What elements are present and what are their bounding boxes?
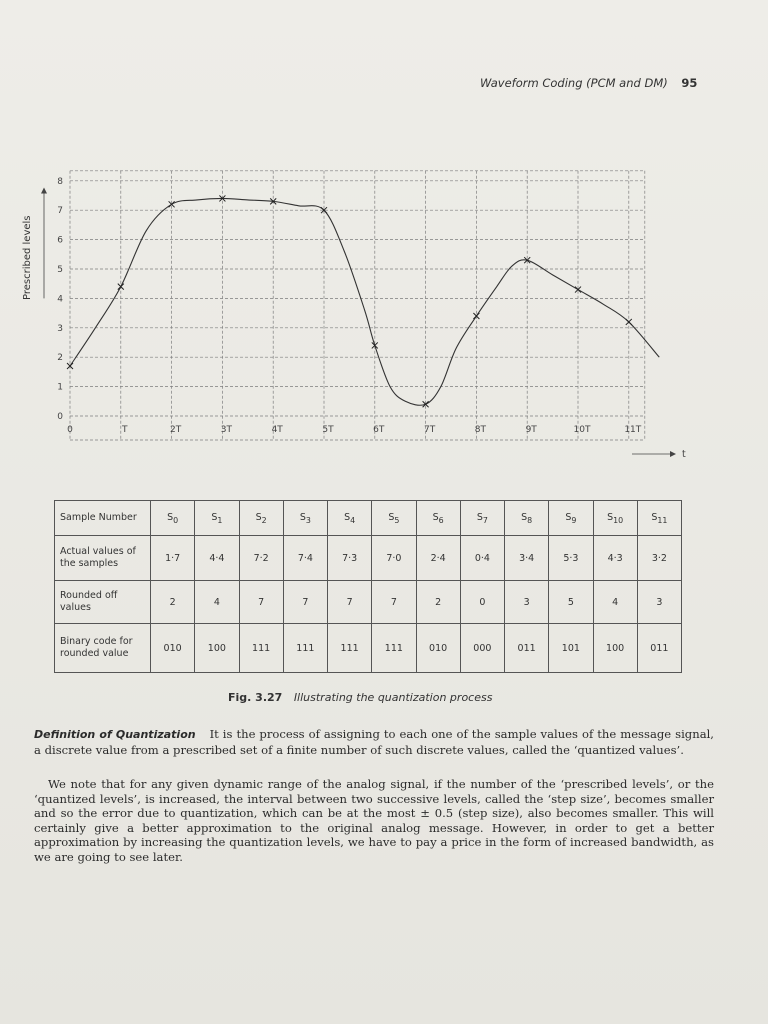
running-head: [480, 76, 710, 90]
y-tick-label: 7: [57, 206, 63, 217]
x-tick-label: 7T: [423, 425, 436, 435]
x-axis-label: t: [682, 449, 686, 460]
y-tick-label: 8: [57, 176, 63, 187]
sample-header-cell: $S_0$: [151, 501, 195, 536]
table-cell: 000: [460, 624, 504, 673]
x-tick-label: 8T: [474, 425, 487, 435]
x-tick-label: 4T: [271, 425, 283, 435]
sample-header-cell: $S_8$: [505, 501, 549, 536]
figure-caption: [228, 691, 648, 704]
table-cell: 010: [416, 624, 460, 673]
table-cell: 0·4: [460, 536, 504, 581]
table-cell: 3·2: [637, 536, 681, 581]
table-cell: 7·3: [328, 536, 372, 581]
quantization-table: [54, 500, 682, 673]
table-cell: 1·7: [151, 536, 195, 581]
x-tick-label: 10T: [573, 425, 591, 435]
table-cell: 7: [328, 581, 372, 624]
table-cell: 4: [195, 581, 239, 624]
x-tick-label: 2T: [169, 425, 182, 435]
figure-caption-text: Illustrating the quantization process: [293, 691, 493, 704]
sample-header-cell: $S_5$: [372, 501, 416, 536]
table-cell: 111: [283, 624, 327, 673]
table-cell: 7·0: [372, 536, 416, 581]
table-cell: 0: [460, 581, 504, 624]
y-tick-label: 6: [57, 235, 63, 246]
sample-header-cell: $S_{10}$: [593, 501, 637, 536]
table-row-binary-codes: [55, 624, 682, 673]
x-tick-label: 0: [67, 425, 73, 435]
x-axis-arrowhead: [670, 451, 676, 457]
page-number: 95: [681, 76, 698, 90]
table-row-actual-values: [55, 536, 682, 581]
table-cell: 7·2: [239, 536, 283, 581]
table-header-label: Sample Number: [55, 501, 151, 536]
table-cell: 4: [593, 581, 637, 624]
table-row-rounded-values: [55, 581, 682, 624]
sample-header-cell: $S_1$: [195, 501, 239, 536]
running-head-title: Waveform Coding (PCM and DM): [480, 76, 668, 90]
table-cell: 4·3: [593, 536, 637, 581]
figure-number: Fig. 3.27: [228, 691, 283, 704]
sample-header-cell: $S_{11}$: [637, 501, 681, 536]
table-cell: 7: [283, 581, 327, 624]
table-cell: 3·4: [505, 536, 549, 581]
x-tick-label: 5T: [322, 425, 334, 435]
definition-term: Definition of Quantization: [34, 728, 196, 741]
table-cell: 2: [151, 581, 195, 624]
table-cell: 101: [549, 624, 593, 673]
row-label: Binary code for rounded value: [55, 624, 151, 673]
table-cell: 011: [637, 624, 681, 673]
y-tick-label: 0: [57, 412, 63, 422]
y-axis-title: Prescribed levels: [22, 215, 33, 300]
table-cell: 100: [593, 624, 637, 673]
x-tick-label: 11T: [624, 425, 642, 435]
table-cell: 3: [637, 581, 681, 624]
table-cell: 4·4: [195, 536, 239, 581]
body-paragraph: We note that for any given dynamic range of the analog signal, if the number of the ‘prescribed levels’, or the ‘quantized levels’, is increased, the interval between two successive levels, called the ‘step size’, becomes smaller and so the error due to quantization, which can be at the most ± 0.5 (step size), also becomes smaller. This will certainly give a better approximation to the original analog message. However, in order to get a better approximation by increasing the quantization levels, we have to pay a price in the form of increased bandwidth, as we are going to see later.: [34, 777, 714, 864]
row-label: Rounded off values: [55, 581, 151, 624]
table-cell: 7: [372, 581, 416, 624]
sample-point-marker: [626, 319, 632, 325]
definition-paragraph: [34, 727, 714, 757]
y-tick-label: 5: [57, 265, 63, 275]
table-cell: 7·4: [283, 536, 327, 581]
definition-text: It is the process of assigning to each one of the sample values of the message signal, a discrete value from a prescribed set of a finite number of such discrete values, called the ‘quantized values’.: [34, 727, 714, 757]
sample-header-cell: $S_9$: [549, 501, 593, 536]
table-cell: 3: [505, 581, 549, 624]
x-tick-label: 9T: [525, 425, 537, 435]
signal-curve: [70, 198, 659, 405]
table-cell: 111: [328, 624, 372, 673]
sample-header-cell: $S_3$: [283, 501, 327, 536]
table-cell: 2: [416, 581, 460, 624]
table-cell: 010: [151, 624, 195, 673]
table-cell: 011: [505, 624, 549, 673]
sample-header-cell: $S_7$: [460, 501, 504, 536]
table-cell: 5·3: [549, 536, 593, 581]
x-tick-label: T: [122, 425, 128, 435]
quantization-chart: [0, 90, 768, 490]
y-tick-label: 1: [57, 382, 63, 393]
table-cell: 100: [195, 624, 239, 673]
x-tick-label: 3T: [220, 425, 233, 435]
sample-header-cell: $S_2$: [239, 501, 283, 536]
table-cell: 111: [372, 624, 416, 673]
y-tick-label: 2: [57, 353, 63, 364]
y-tick-label: 4: [57, 294, 63, 305]
sample-header-cell: $S_4$: [328, 501, 372, 536]
y-tick-label: 3: [57, 323, 63, 334]
table-cell: 2·4: [416, 536, 460, 581]
table-cell: 111: [239, 624, 283, 673]
table-header-row: [55, 501, 682, 536]
table-cell: 5: [549, 581, 593, 624]
sample-header-cell: $S_6$: [416, 501, 460, 536]
table-cell: 7: [239, 581, 283, 624]
x-tick-label: 6T: [373, 425, 385, 435]
row-label: Actual values of the samples: [55, 536, 151, 581]
y-axis-arrowhead: [41, 188, 47, 194]
